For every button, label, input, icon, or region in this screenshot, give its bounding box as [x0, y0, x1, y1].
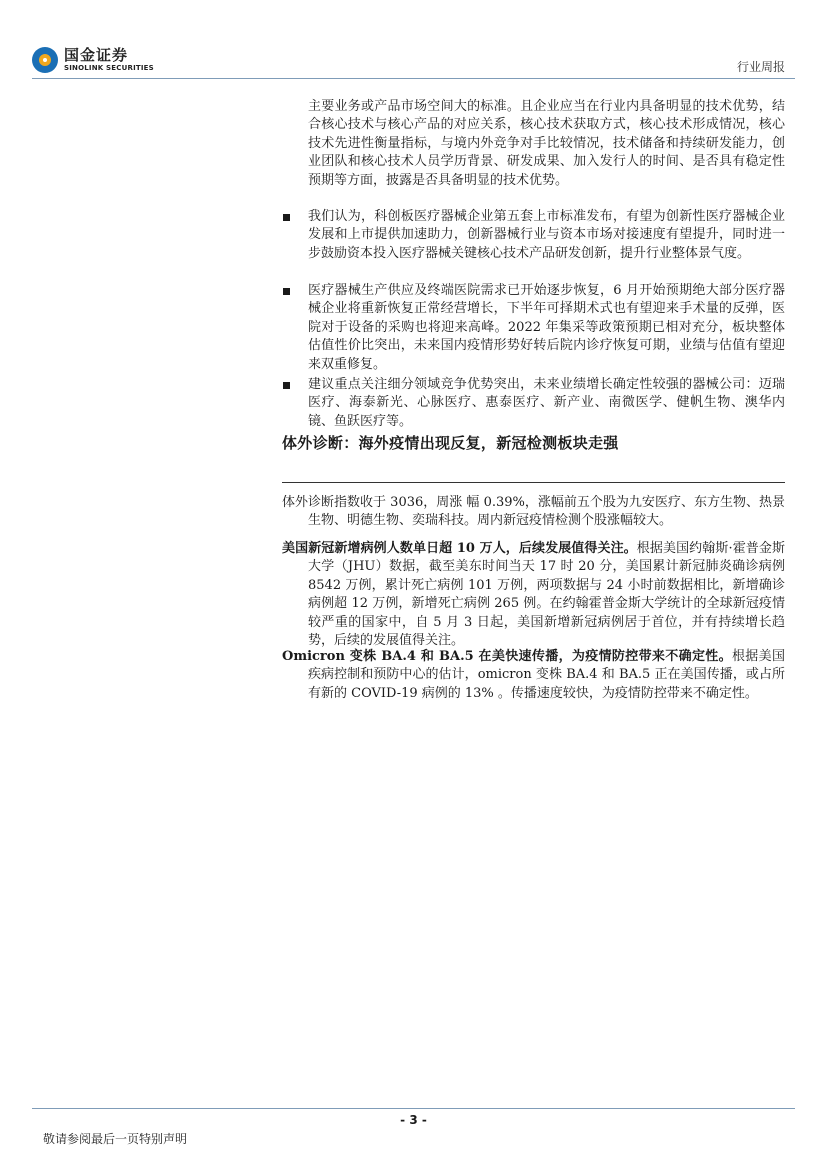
paragraph-text: 根据美国约翰斯·霍普金斯大学（JHU）数据，截至美东时间当天 17 时 20 分，美国累计新冠肺炎确诊病例 8542 万例，累计死亡病例 101 万例，两项数据与 24 小时前数据相比，新增确诊病例超 12 万例，新增死亡病例 265 例。在约翰霍普金斯大学统计的全球新冠疫情较严重的国家中，自 5 月 3 日起，美国新增新冠病例居于首位，并有持续增长趋势，后续的发展值得关注。 [308, 541, 785, 649]
logo-text [64, 48, 154, 72]
bullet-text: 我们认为，科创板医疗器械企业第五套上市标准发布，有望为创新性医疗器械企业发展和上市提供加速助力，创新器械行业与资本市场对接速度有望提升，同时进一步鼓励资本投入医疗器械关键核心技术产品研发创新，提升行业整体景气度。 [308, 209, 785, 261]
footer-rule [32, 1108, 795, 1109]
section-paragraph [282, 540, 785, 650]
paragraph-lead: Omicron 变株 BA.4 和 BA.5 在美快速传播，为疫情防控带来不确定性。 [282, 649, 732, 664]
section-rule [282, 482, 785, 483]
section-paragraph [282, 494, 785, 531]
bullet-square-icon [283, 288, 290, 295]
bullet-text: 医疗器械生产供应及终端医院需求已开始逐步恢复，6 月开始预期绝大部分医疗器械企业将重新恢复正常经营增长，下半年可择期术式也有望迎来手术量的反弹，医院对于设备的采购也将迎来高峰。2022 年集采等政策预期已相对充分，板块整体估值性价比突出，未来国内疫情形势好转后院内诊疗恢复可期，业绩与估值有望迎来双重修复。 [308, 283, 785, 372]
top-paragraph: 主要业务或产品市场空间大的标准。且企业应当在行业内具备明显的技术优势，结合核心技术与核心产品的对应关系，核心技术获取方式，核心技术形成情况，核心技术先进性衡量指标，与境内外竞争对手比较情况，技术储备和持续研发能力，创业团队和核心技术人员学历背景、研发成果、加入发行人的时间、是否具有稳定性预期等方面，披露是否具备明显的技术优势。 [308, 99, 785, 188]
bullet-square-icon [283, 214, 290, 221]
bullet-item [308, 282, 785, 374]
report-type: 行业周报 [736, 60, 785, 74]
bullet-item [308, 208, 785, 263]
brand-name-en: SINOLINK SECURITIES [64, 64, 154, 72]
logo-icon [32, 47, 58, 73]
section-heading: 体外诊断：海外疫情出现反复，新冠检测板块走强 [282, 434, 619, 452]
bullet-text: 建议重点关注细分领域竞争优势突出，未来业绩增长确定性较强的器械公司：迈瑞医疗、海泰新光、心脉医疗、惠泰医疗、新产业、南微医学、健帆生物、澳华内镜、鱼跃医疗等。 [308, 377, 785, 429]
paragraph-text: 体外诊断指数收于 3036，周涨 幅 0.39%，涨幅前五个股为九安医疗、东方生物、热景生物、明德生物、奕瑞科技。周内新冠疫情检测个股涨幅较大。 [282, 495, 785, 529]
brand-logo [32, 47, 154, 73]
section-paragraph [282, 648, 785, 703]
paragraph-text: 根据美国疾病控制和预防中心的估计，omicron 变株 BA.4 和 BA.5 正在美国传播，或占所有新的 COVID-19 病例的 13% 。传播速度较快，为疫情防控带来不确定性。 [308, 649, 785, 701]
bullet-square-icon [283, 382, 290, 389]
bullet-item [308, 376, 785, 431]
brand-name-cn: 国金证券 [64, 46, 129, 64]
header-rule [32, 78, 795, 79]
paragraph-lead: 美国新冠新增病例人数单日超 10 万人，后续发展值得关注。 [282, 541, 637, 556]
page-number: - 3 - [400, 1113, 427, 1127]
footer-disclaimer: 敬请参阅最后一页特别声明 [43, 1132, 188, 1146]
